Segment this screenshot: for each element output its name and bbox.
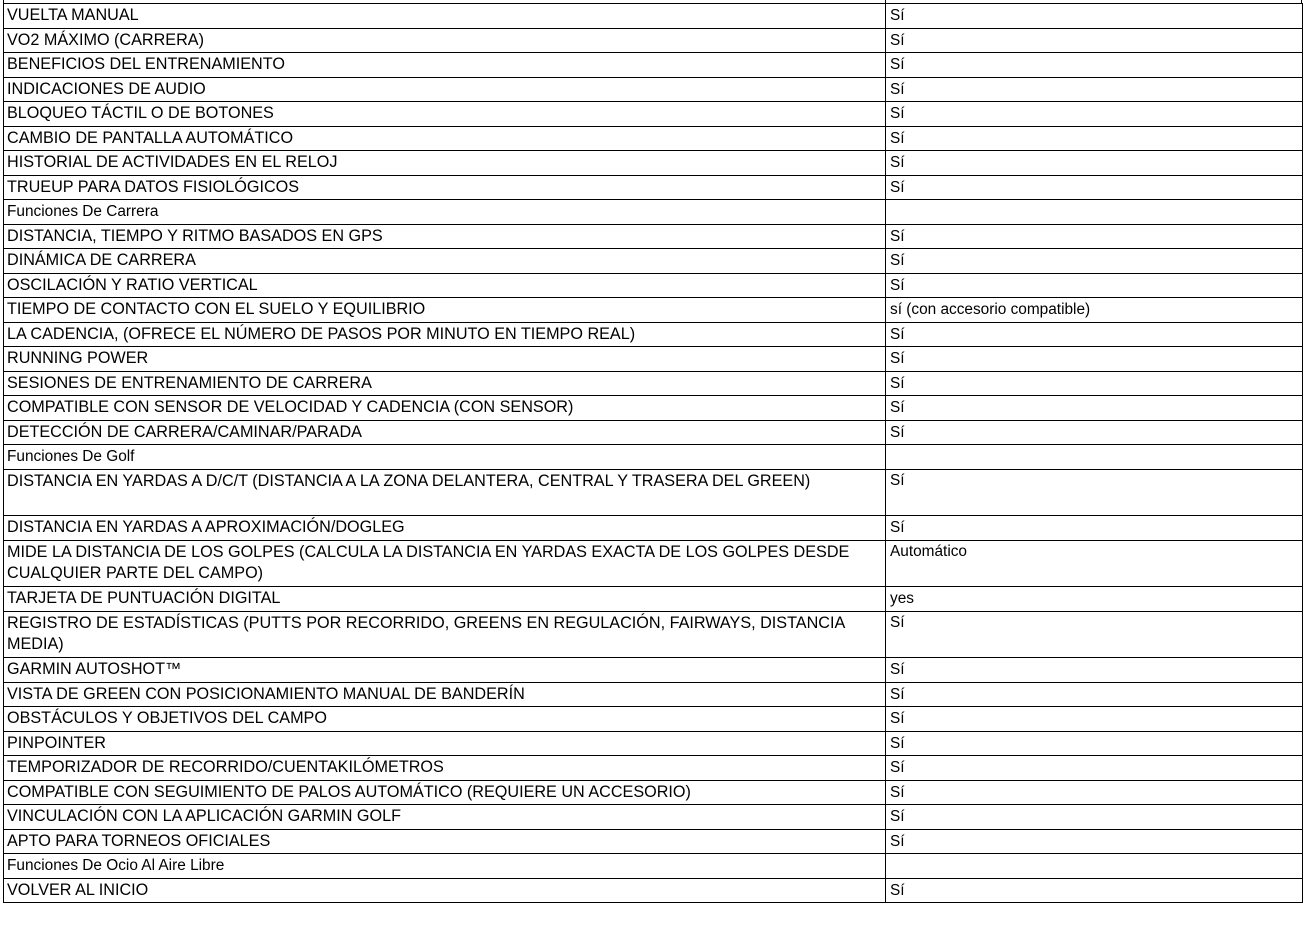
feature-cell: VUELTA MANUAL bbox=[4, 4, 886, 29]
table-row bbox=[4, 878, 1303, 903]
feature-cell: PINPOINTER bbox=[4, 731, 886, 756]
feature-cell: TRUEUP PARA DATOS FISIOLÓGICOS bbox=[4, 175, 886, 200]
feature-cell: VISTA DE GREEN CON POSICIONAMIENTO MANUAL DE BANDERÍN bbox=[4, 682, 886, 707]
feature-cell: COMPATIBLE CON SEGUIMIENTO DE PALOS AUTOMÁTICO (REQUIERE UN ACCESORIO) bbox=[4, 780, 886, 805]
table-row bbox=[4, 731, 1303, 756]
feature-cell: BLOQUEO TÁCTIL O DE BOTONES bbox=[4, 102, 886, 127]
value-cell: Sí bbox=[886, 469, 1303, 516]
table-row bbox=[4, 126, 1303, 151]
table-row bbox=[4, 249, 1303, 274]
value-cell: Sí bbox=[886, 829, 1303, 854]
table-row bbox=[4, 658, 1303, 683]
value-cell: Sí bbox=[886, 396, 1303, 421]
section-heading: Funciones De Golf bbox=[4, 445, 886, 470]
table-row bbox=[4, 4, 1303, 29]
value-cell: Sí bbox=[886, 731, 1303, 756]
value-cell: Sí bbox=[886, 805, 1303, 830]
table-row bbox=[4, 77, 1303, 102]
section-heading: Funciones De Ocio Al Aire Libre bbox=[4, 854, 886, 879]
value-cell: Sí bbox=[886, 371, 1303, 396]
value-cell: Sí bbox=[886, 658, 1303, 683]
feature-cell: INDICACIONES DE AUDIO bbox=[4, 77, 886, 102]
features-table bbox=[3, 3, 1303, 903]
value-cell: Sí bbox=[886, 516, 1303, 541]
table-row bbox=[4, 224, 1303, 249]
feature-cell: SESIONES DE ENTRENAMIENTO DE CARRERA bbox=[4, 371, 886, 396]
value-cell: Sí bbox=[886, 682, 1303, 707]
feature-cell: APTO PARA TORNEOS OFICIALES bbox=[4, 829, 886, 854]
value-cell: Sí bbox=[886, 249, 1303, 274]
value-cell bbox=[886, 200, 1303, 225]
table-row bbox=[4, 420, 1303, 445]
value-cell bbox=[886, 854, 1303, 879]
feature-cell: OSCILACIÓN Y RATIO VERTICAL bbox=[4, 273, 886, 298]
feature-cell: BENEFICIOS DEL ENTRENAMIENTO bbox=[4, 53, 886, 78]
value-cell: Automático bbox=[886, 540, 1303, 587]
value-cell: Sí bbox=[886, 175, 1303, 200]
feature-cell: REGISTRO DE ESTADÍSTICAS (PUTTS POR RECORRIDO, GREENS EN REGULACIÓN, FAIRWAYS, DISTANCIA MEDIA) bbox=[4, 611, 886, 658]
value-cell: Sí bbox=[886, 151, 1303, 176]
section-row-outdoor bbox=[4, 854, 1303, 879]
value-cell: Sí bbox=[886, 28, 1303, 53]
table-row bbox=[4, 682, 1303, 707]
table-row bbox=[4, 756, 1303, 781]
table-row bbox=[4, 273, 1303, 298]
value-cell: Sí bbox=[886, 420, 1303, 445]
feature-cell: OBSTÁCULOS Y OBJETIVOS DEL CAMPO bbox=[4, 707, 886, 732]
value-cell: sí (con accesorio compatible) bbox=[886, 298, 1303, 323]
feature-cell: GARMIN AUTOSHOT™ bbox=[4, 658, 886, 683]
value-cell: Sí bbox=[886, 53, 1303, 78]
table-row bbox=[4, 829, 1303, 854]
table-row bbox=[4, 469, 1303, 516]
value-cell: Sí bbox=[886, 273, 1303, 298]
value-cell: Sí bbox=[886, 224, 1303, 249]
table-row bbox=[4, 540, 1303, 587]
feature-cell: CAMBIO DE PANTALLA AUTOMÁTICO bbox=[4, 126, 886, 151]
value-cell: Sí bbox=[886, 102, 1303, 127]
feature-cell: DISTANCIA EN YARDAS A D/C/T (DISTANCIA A LA ZONA DELANTERA, CENTRAL Y TRASERA DEL GREEN) bbox=[4, 469, 886, 516]
table-row bbox=[4, 371, 1303, 396]
value-cell: yes bbox=[886, 587, 1303, 612]
value-cell: Sí bbox=[886, 322, 1303, 347]
feature-cell: RUNNING POWER bbox=[4, 347, 886, 372]
table-row bbox=[4, 707, 1303, 732]
feature-cell: DISTANCIA EN YARDAS A APROXIMACIÓN/DOGLEG bbox=[4, 516, 886, 541]
value-cell: Sí bbox=[886, 756, 1303, 781]
feature-cell: DISTANCIA, TIEMPO Y RITMO BASADOS EN GPS bbox=[4, 224, 886, 249]
feature-cell: MIDE LA DISTANCIA DE LOS GOLPES (CALCULA LA DISTANCIA EN YARDAS EXACTA DE LOS GOLPES DESDE CUALQUIER PARTE DEL CAMPO) bbox=[4, 540, 886, 587]
table-row bbox=[4, 780, 1303, 805]
feature-cell: DINÁMICA DE CARRERA bbox=[4, 249, 886, 274]
table-row bbox=[4, 28, 1303, 53]
feature-cell: VOLVER AL INICIO bbox=[4, 878, 886, 903]
value-cell: Sí bbox=[886, 347, 1303, 372]
table-row bbox=[4, 102, 1303, 127]
feature-cell: HISTORIAL DE ACTIVIDADES EN EL RELOJ bbox=[4, 151, 886, 176]
value-cell: Sí bbox=[886, 707, 1303, 732]
value-cell: Sí bbox=[886, 77, 1303, 102]
table-row bbox=[4, 611, 1303, 658]
table-row bbox=[4, 396, 1303, 421]
value-cell: Sí bbox=[886, 611, 1303, 658]
feature-cell: TEMPORIZADOR DE RECORRIDO/CUENTAKILÓMETROS bbox=[4, 756, 886, 781]
table-row bbox=[4, 322, 1303, 347]
value-cell: Sí bbox=[886, 780, 1303, 805]
section-heading: Funciones De Carrera bbox=[4, 200, 886, 225]
feature-cell: LA CADENCIA, (OFRECE EL NÚMERO DE PASOS POR MINUTO EN TIEMPO REAL) bbox=[4, 322, 886, 347]
table-row bbox=[4, 347, 1303, 372]
feature-cell: COMPATIBLE CON SENSOR DE VELOCIDAD Y CADENCIA (CON SENSOR) bbox=[4, 396, 886, 421]
feature-cell: VINCULACIÓN CON LA APLICACIÓN GARMIN GOLF bbox=[4, 805, 886, 830]
table-row bbox=[4, 175, 1303, 200]
section-row-running bbox=[4, 200, 1303, 225]
value-cell: Sí bbox=[886, 878, 1303, 903]
feature-cell: TARJETA DE PUNTUACIÓN DIGITAL bbox=[4, 587, 886, 612]
section-row-golf bbox=[4, 445, 1303, 470]
table-row bbox=[4, 298, 1303, 323]
feature-cell: VO2 MÁXIMO (CARRERA) bbox=[4, 28, 886, 53]
feature-cell: DETECCIÓN DE CARRERA/CAMINAR/PARADA bbox=[4, 420, 886, 445]
feature-cell: TIEMPO DE CONTACTO CON EL SUELO Y EQUILIBRIO bbox=[4, 298, 886, 323]
value-cell: Sí bbox=[886, 4, 1303, 29]
value-cell: Sí bbox=[886, 126, 1303, 151]
table-row bbox=[4, 587, 1303, 612]
table-row bbox=[4, 53, 1303, 78]
table-row bbox=[4, 151, 1303, 176]
table-row bbox=[4, 805, 1303, 830]
table-row bbox=[4, 516, 1303, 541]
value-cell bbox=[886, 445, 1303, 470]
